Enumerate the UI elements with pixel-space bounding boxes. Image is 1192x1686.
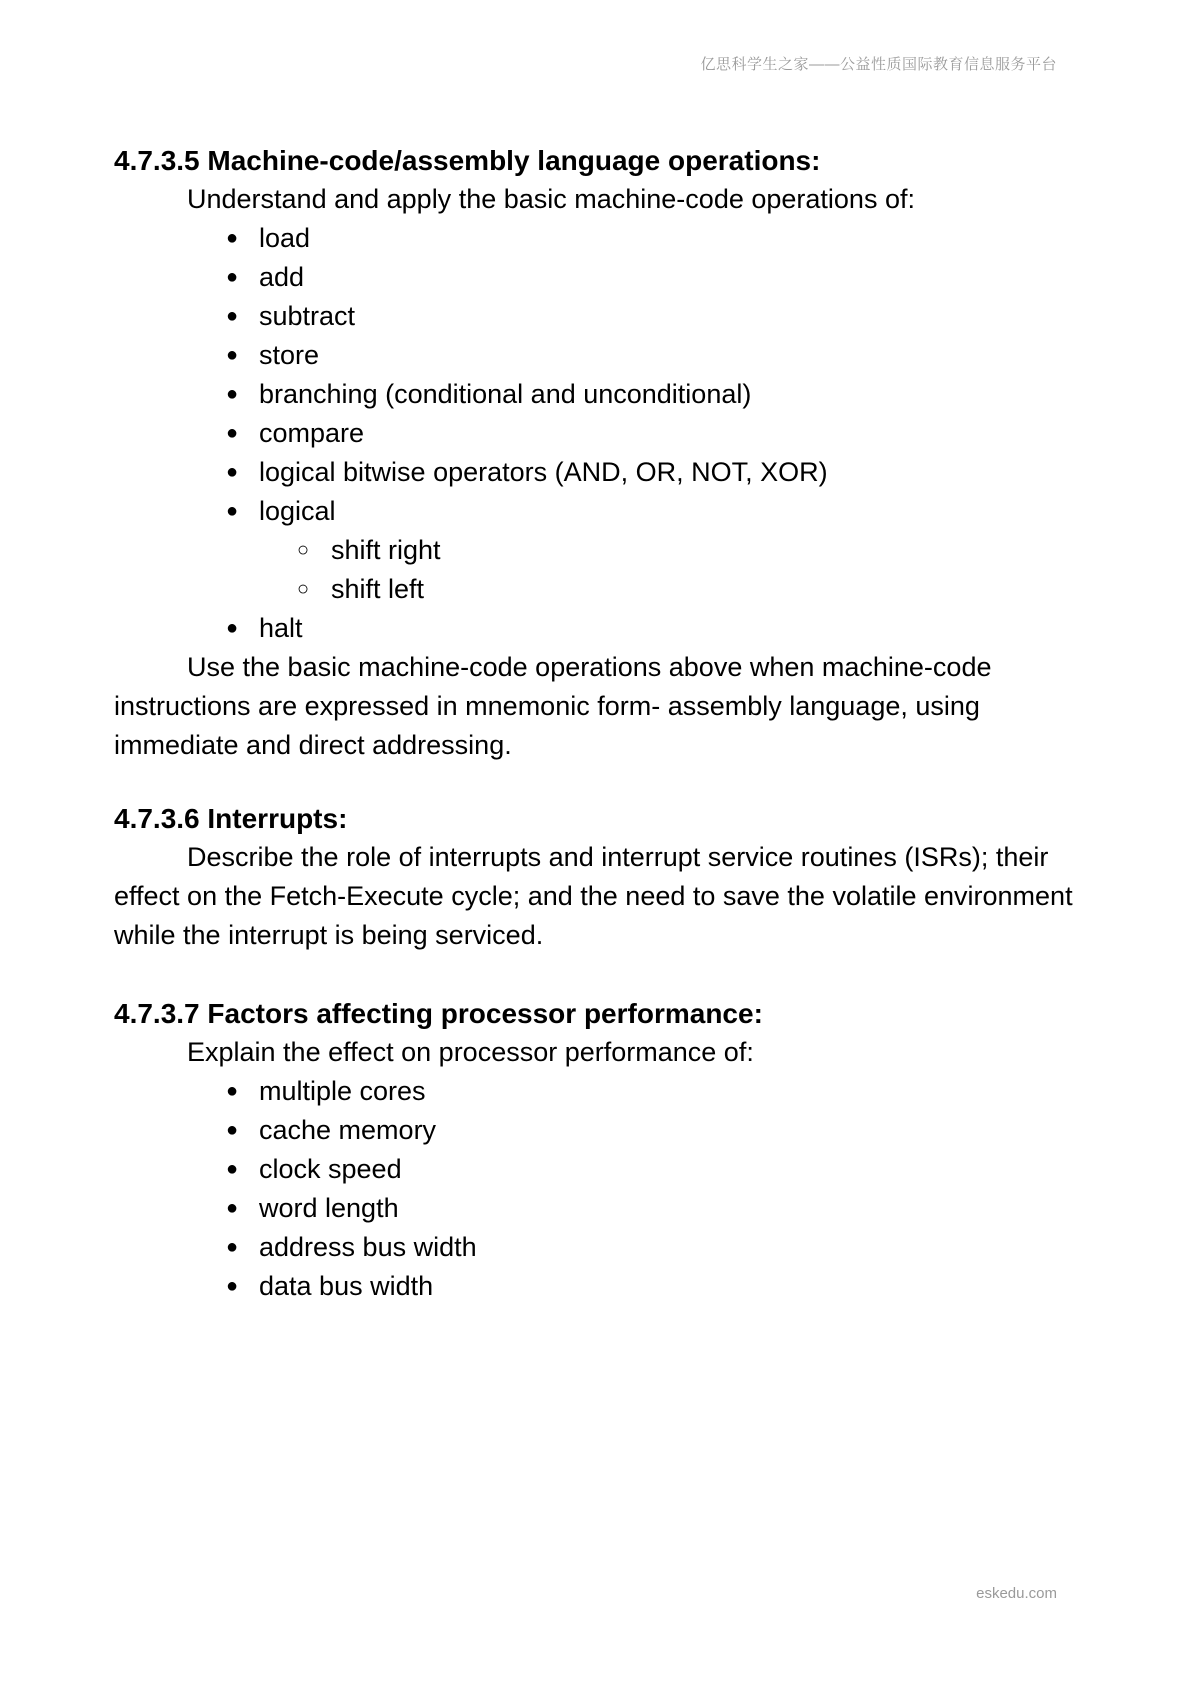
list-item: ● word length <box>114 1189 1074 1228</box>
section-heading: 4.7.3.7 Factors affecting processor performance: <box>114 998 763 1029</box>
bullet-icon: ● <box>226 1158 239 1180</box>
list-item: ● address bus width <box>114 1228 1074 1267</box>
list-item: ● subtract <box>114 297 1074 336</box>
bullet-icon: ● <box>226 1197 239 1219</box>
section-body: Describe the role of interrupts and interrupt service routines (ISRs); their effect on the Fetch-Execute cycle; and the need to save the volatile environment while the interrupt is being serviced. <box>114 842 1073 950</box>
list-item: ● branching (conditional and unconditional) <box>114 375 1074 414</box>
list-item: ● logical ○ shift right ○ shift left <box>114 492 1074 609</box>
document-body <box>114 141 1074 1306</box>
factors-list <box>114 1072 1074 1306</box>
list-item: ● halt <box>114 609 1074 648</box>
hollow-bullet-icon: ○ <box>297 578 310 600</box>
section-intro: Explain the effect on processor performance of: <box>187 1037 754 1067</box>
bullet-icon: ● <box>226 461 239 483</box>
logical-sublist <box>259 531 1074 609</box>
list-item: ● load <box>114 219 1074 258</box>
section-outro: Use the basic machine-code operations above when machine-code instructions are expressed in mnemonic form- assembly language, using immediate and direct addressing. <box>114 652 992 760</box>
bullet-icon: ● <box>226 1236 239 1258</box>
hollow-bullet-icon: ○ <box>297 539 310 561</box>
bullet-icon: ● <box>226 1119 239 1141</box>
bullet-icon: ● <box>226 305 239 327</box>
section-processor-performance <box>114 994 1074 1306</box>
bullet-icon: ● <box>226 500 239 522</box>
bullet-icon: ● <box>226 422 239 444</box>
list-item: ● data bus width <box>114 1267 1074 1306</box>
bullet-icon: ● <box>226 1275 239 1297</box>
list-item: ● compare <box>114 414 1074 453</box>
list-item: ● add <box>114 258 1074 297</box>
page-footer: eskedu.com <box>976 1585 1057 1602</box>
page-header: 亿思科学生之家——公益性质国际教育信息服务平台 <box>700 56 1057 73</box>
bullet-icon: ● <box>226 266 239 288</box>
operations-list <box>114 219 1074 648</box>
section-heading: 4.7.3.5 Machine-code/assembly language operations: <box>114 145 821 176</box>
section-intro: Understand and apply the basic machine-code operations of: <box>187 184 915 214</box>
bullet-icon: ● <box>226 383 239 405</box>
section-machine-code <box>114 141 1074 765</box>
sublist-item: ○ shift right <box>259 531 1074 570</box>
list-item: ● cache memory <box>114 1111 1074 1150</box>
section-interrupts <box>114 799 1074 955</box>
bullet-icon: ● <box>226 617 239 639</box>
list-item: ● logical bitwise operators (AND, OR, NOT, XOR) <box>114 453 1074 492</box>
bullet-icon: ● <box>226 344 239 366</box>
list-item: ● store <box>114 336 1074 375</box>
section-heading: 4.7.3.6 Interrupts: <box>114 803 348 834</box>
bullet-icon: ● <box>226 227 239 249</box>
bullet-icon: ● <box>226 1080 239 1102</box>
list-item: ● clock speed <box>114 1150 1074 1189</box>
list-item: ● multiple cores <box>114 1072 1074 1111</box>
sublist-item: ○ shift left <box>259 570 1074 609</box>
